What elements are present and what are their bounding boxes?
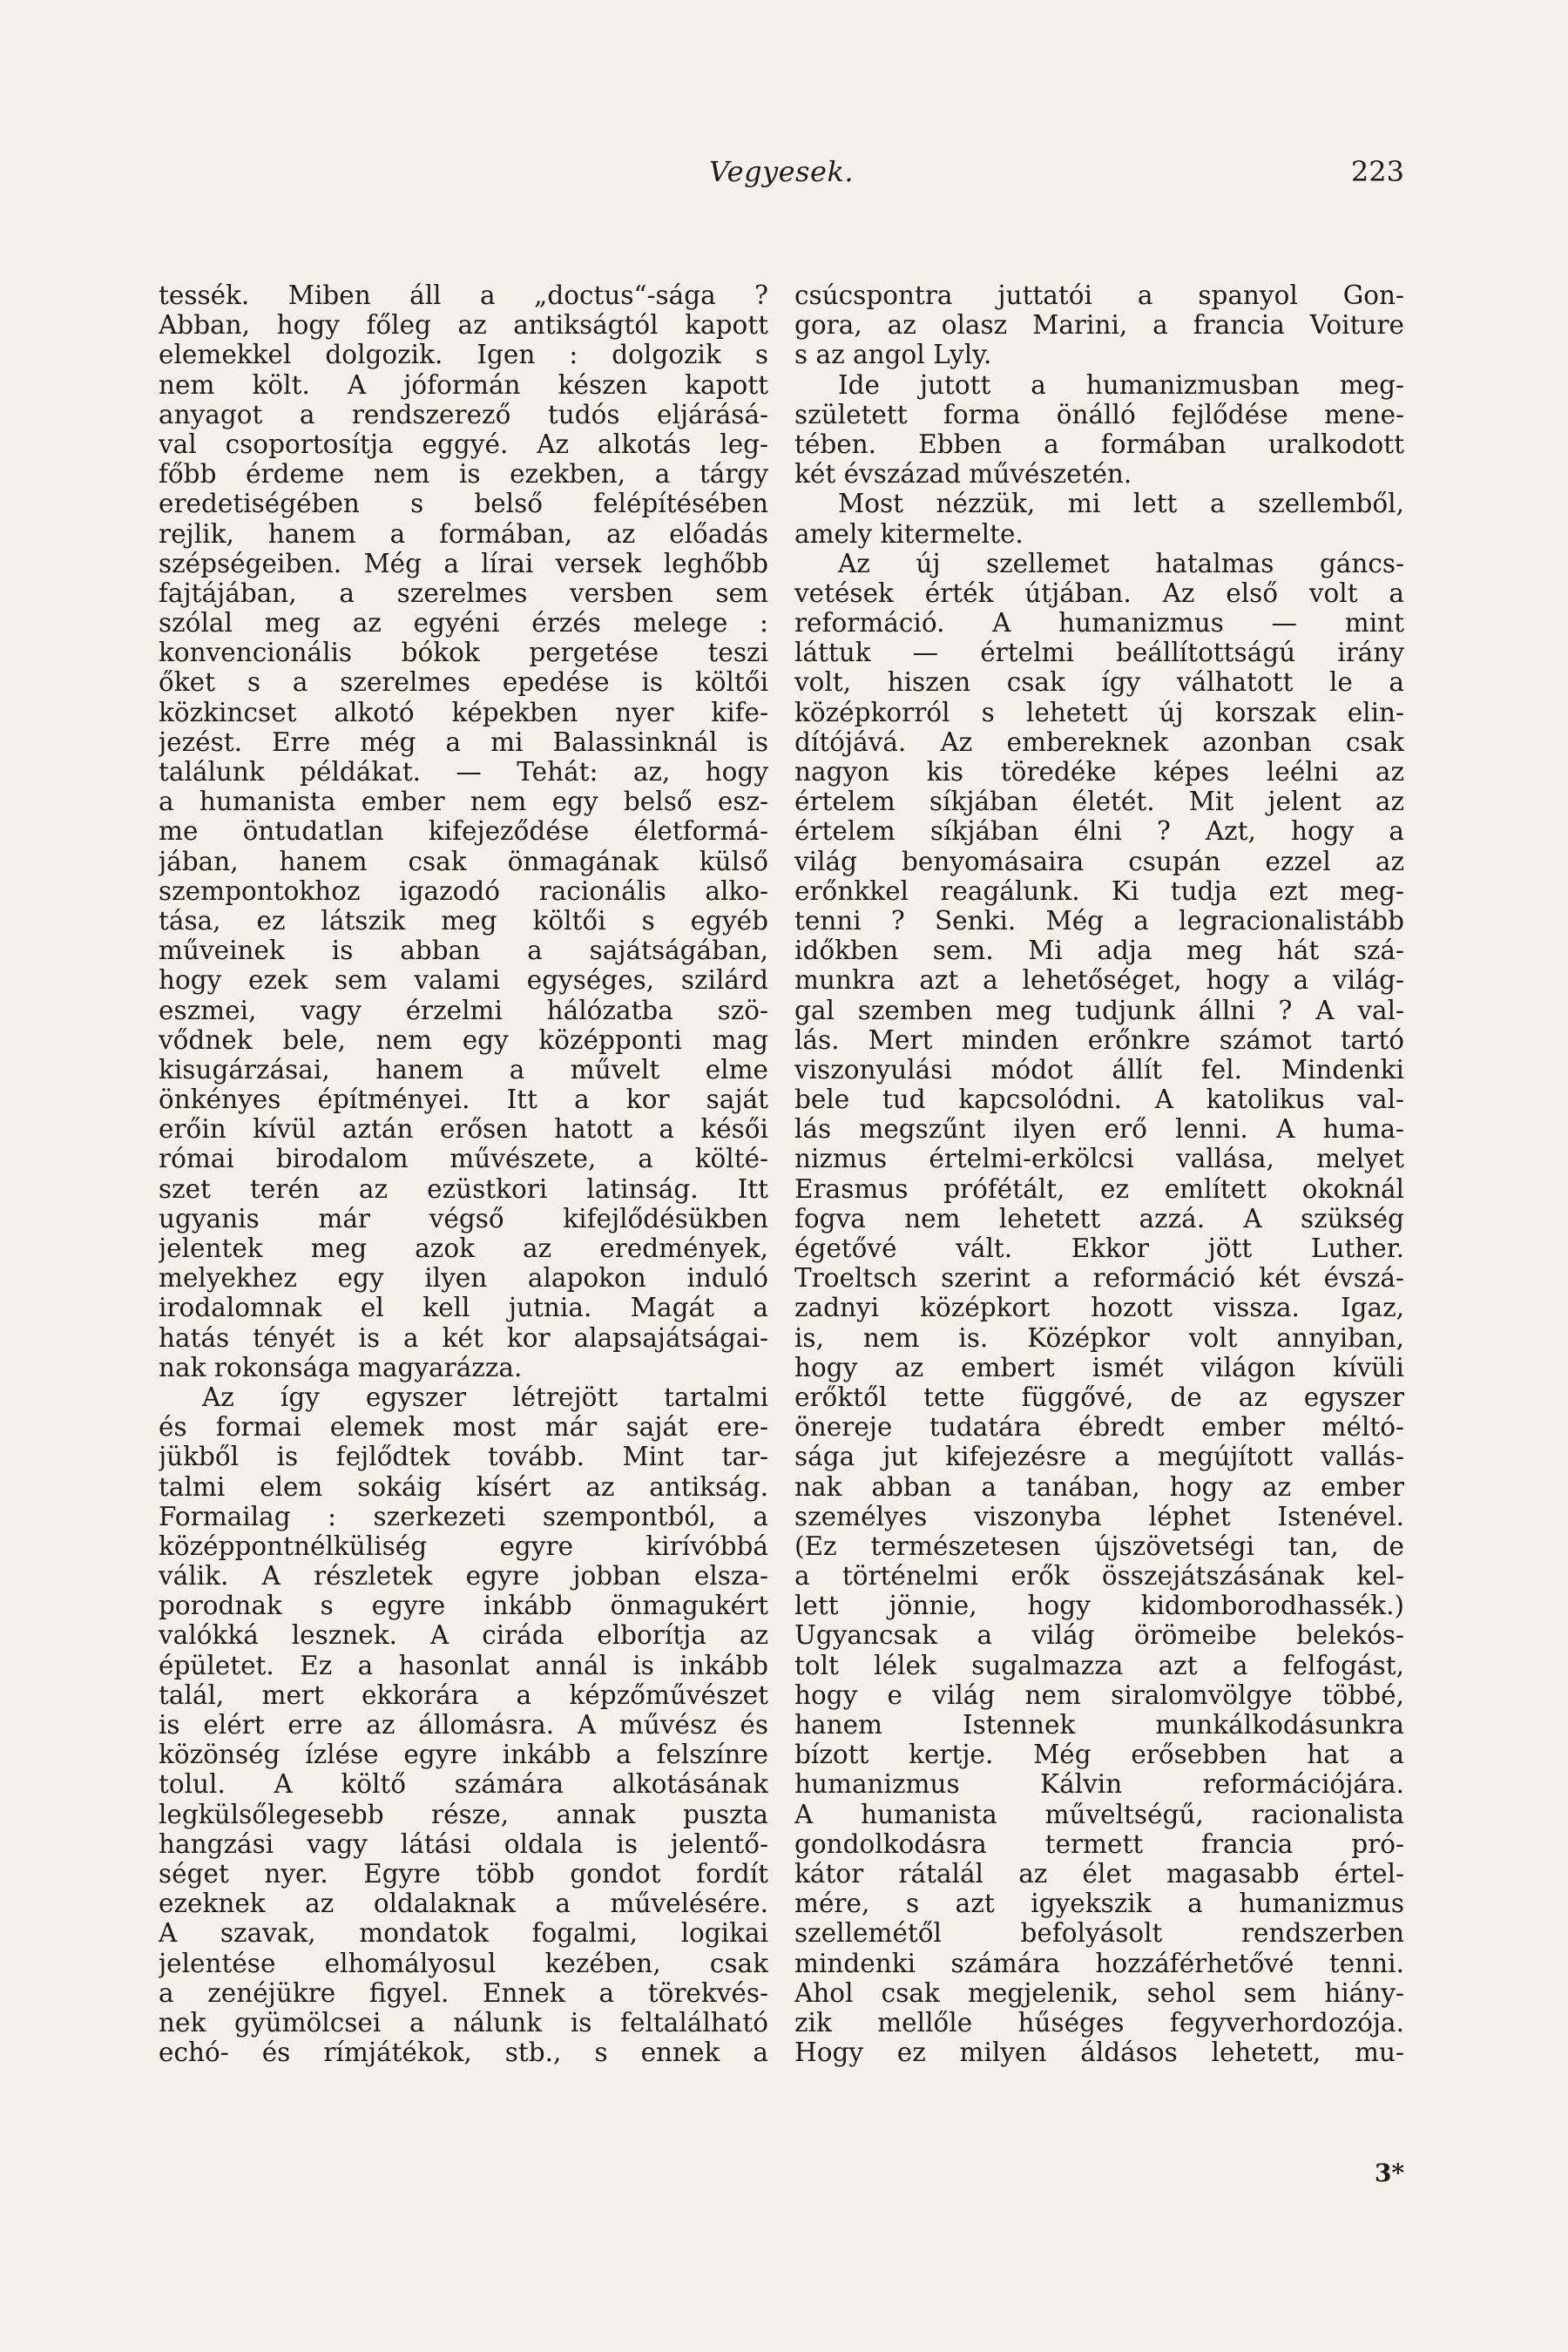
text-line: jezést. Erre még a mi Balassinknál is <box>159 727 768 757</box>
left-text-column <box>159 280 768 2067</box>
text-line: válik. A részletek egyre jobban elsza- <box>159 1561 768 1592</box>
text-line: eredetiségében s belső felépítésében <box>159 489 768 519</box>
text-line: Az új szellemet hatalmas gáncs- <box>838 548 1404 578</box>
text-line: Ahol csak megjelenik, sehol sem hiány- <box>794 1977 1404 2008</box>
text-line: ugyanis már végső kifejlődésükben <box>159 1203 768 1233</box>
text-line: zik mellőle hűséges fegyverhordozója. <box>794 2007 1404 2038</box>
text-line: melyekhez egy ilyen alapokon induló <box>159 1263 768 1294</box>
text-line: tása, ez látszik meg költői s egyéb <box>159 905 768 936</box>
text-line: tolul. A költő számára alkotásának <box>159 1769 768 1800</box>
text-line: égetővé vált. Ekkor jött Luther. <box>794 1233 1404 1263</box>
text-line: (Ez természetesen újszövetségi tan, de <box>794 1531 1404 1561</box>
text-line: tessék. Miben áll a „doctus“-sága ? <box>159 280 768 310</box>
text-line: nak abban a tanában, hogy az ember <box>794 1471 1404 1502</box>
text-line: A szavak, mondatok fogalmi, logikai <box>159 1918 768 1949</box>
text-line: hatás tényét is a két kor alapsajátságai- <box>159 1322 768 1353</box>
text-line: lás megszűnt ilyen erő lenni. A huma- <box>794 1114 1404 1145</box>
text-line: dítójává. Az embereknek azonban csak <box>794 727 1404 757</box>
text-line: lás. Mert minden erőnkre számot tartó <box>794 1024 1404 1055</box>
text-line: jükből is fejlődtek tovább. Mint tar- <box>159 1442 768 1472</box>
text-line: találunk példákat. — Tehát: az, hogy <box>159 757 768 787</box>
text-line: bele tud kapcsolódni. A katolikus val- <box>794 1085 1404 1115</box>
text-line: önereje tudatára ébredt ember méltó- <box>794 1412 1404 1443</box>
text-line: s az angol Lyly. <box>794 340 992 370</box>
text-line: Ugyancsak a világ örömeibe belekós- <box>794 1620 1404 1651</box>
text-line: középkorról s lehetett új korszak elin- <box>794 697 1404 727</box>
text-line: legkülsőlegesebb része, annak puszta <box>159 1799 768 1829</box>
text-line: rejlik, hanem a formában, az előadás <box>159 518 768 549</box>
text-line: me öntudatlan kifejeződése életformá- <box>159 816 768 847</box>
text-line: műveinek is abban a sajátságában, <box>159 936 768 966</box>
text-line: hogy az embert ismét világon kívüli <box>794 1352 1404 1382</box>
text-line: Hogy ez milyen áldásos lehetett, mu- <box>794 2038 1404 2068</box>
text-line: közönség ízlése egyre inkább a felszínre <box>159 1740 768 1770</box>
text-line: talmi elem sokáig kísért az antikság. <box>159 1471 768 1502</box>
text-line: val csoportosítja eggyé. Az alkotás leg- <box>159 429 768 459</box>
text-line: a zenéjükre figyel. Ennek a törekvés- <box>159 1977 768 2008</box>
text-line: nagyon kis töredéke képes leélni az <box>794 757 1404 787</box>
text-line: gondolkodásra termett francia pró- <box>794 1828 1404 1859</box>
text-line: elemekkel dolgozik. Igen : dolgozik s <box>159 340 768 370</box>
text-line: szellemétől befolyásolt rendszerben <box>794 1918 1404 1949</box>
text-line: tében. Ebben a formában uralkodott <box>794 429 1404 459</box>
text-line: kátor rátalál az élet magasabb értel- <box>794 1858 1404 1889</box>
text-line: viszonyulási módot állít fel. Mindenki <box>794 1054 1404 1085</box>
text-line: anyagot a rendszerező tudós eljárásá- <box>159 399 768 429</box>
text-line: Most nézzük, mi lett a szellemből, <box>838 489 1404 519</box>
text-line: is, nem is. Középkor volt annyiban, <box>794 1322 1404 1353</box>
text-line: Ide jutott a humanizmusban meg- <box>838 369 1404 400</box>
text-line: bízott kertje. Még erősebben hat a <box>794 1740 1404 1770</box>
text-line: önkényes építményei. Itt a kor saját <box>159 1085 768 1115</box>
text-line: kisugárzásai, hanem a művelt elme <box>159 1054 768 1085</box>
text-line: értelem síkjában életét. Mit jelent az <box>794 787 1404 817</box>
text-line: időkben sem. Mi adja meg hát szá- <box>794 936 1404 966</box>
text-line: erőktől tette függővé, de az egyszer <box>794 1382 1404 1412</box>
text-line: tenni ? Senki. Még a legracionalistább <box>794 905 1404 936</box>
text-line: mére, s azt igyekszik a humanizmus <box>794 1889 1404 1919</box>
text-line: nak rokonsága magyarázza. <box>159 1352 523 1382</box>
text-line: erőnkkel reagálunk. Ki tudja ezt meg- <box>794 875 1404 906</box>
text-line: A humanista műveltségű, racionalista <box>794 1799 1404 1829</box>
text-line: jelentek meg azok az eredmények, <box>159 1233 768 1263</box>
text-line: vődnek bele, nem egy középponti mag <box>159 1024 768 1055</box>
text-line: volt, hiszen csak így válhatott le a <box>794 667 1404 698</box>
text-line: hogy ezek sem valami egységes, szilárd <box>159 965 768 996</box>
text-line: Abban, hogy főleg az antikságtól kapott <box>159 310 768 341</box>
text-line: konvencionális bókok pergetése teszi <box>159 638 768 668</box>
text-line: fajtájában, a szerelmes versben sem <box>159 578 768 608</box>
text-line: értelem síkjában élni ? Azt, hogy a <box>794 816 1404 847</box>
text-line: erőin kívül aztán erősen hatott a késői <box>159 1114 768 1145</box>
text-line: gal szemben meg tudjunk állni ? A val- <box>794 995 1404 1025</box>
text-line: római birodalom művészete, a költé- <box>159 1144 768 1174</box>
running-head <box>159 155 1404 199</box>
text-line: reformáció. A humanizmus — mint <box>794 608 1404 639</box>
text-line: irodalomnak el kell jutnia. Magát a <box>159 1293 768 1323</box>
text-line: lett jönnie, hogy kidomborodhassék.) <box>794 1591 1404 1621</box>
text-line: tolt lélek sugalmazza azt a felfogást, <box>794 1650 1404 1680</box>
text-line: eszmei, vagy érzelmi hálózatba szö- <box>159 995 768 1025</box>
text-line: zadnyi középkort hozott vissza. Igaz, <box>794 1293 1404 1323</box>
text-line: valókká lesznek. A ciráda elborítja az <box>159 1620 768 1651</box>
text-line: is elért erre az állomásra. A művész és <box>159 1710 768 1740</box>
text-line: hogy e világ nem siralomvölgye többé, <box>794 1680 1404 1710</box>
text-line: porodnak s egyre inkább önmagukért <box>159 1591 768 1621</box>
text-line: echó- és rímjátékok, stb., s ennek a <box>159 2038 768 2068</box>
text-line: a humanista ember nem egy belső esz- <box>159 787 768 817</box>
text-line: mindenki számára hozzáférhetővé tenni. <box>794 1948 1404 1978</box>
text-line: sága jut kifejezésre a megújított vallás- <box>794 1442 1404 1472</box>
text-line: Erasmus prófétált, ez említett okoknál <box>794 1173 1404 1204</box>
text-line: jelentése elhomályosul kezében, csak <box>159 1948 768 1978</box>
text-line: vetések érték útjában. Az első volt a <box>794 578 1404 608</box>
text-line: csúcspontra juttatói a spanyol Gon- <box>794 280 1404 310</box>
text-line: született forma önálló fejlődése mene- <box>794 399 1404 429</box>
text-line: jában, hanem csak önmagának külső <box>159 846 768 876</box>
text-line: a történelmi erők összejátszásának kel- <box>794 1561 1404 1592</box>
text-line: humanizmus Kálvin reformációjára. <box>794 1769 1404 1800</box>
text-line: amely kitermelte. <box>794 518 1024 549</box>
text-line: nek gyümölcsei a nálunk is feltalálható <box>159 2007 768 2038</box>
text-line: talál, mert ekkorára a képzőművészet <box>159 1680 768 1710</box>
text-line: közkincset alkotó képekben nyer kife- <box>159 697 768 727</box>
text-line: szet terén az ezüstkori latinság. Itt <box>159 1173 768 1204</box>
text-line: Troeltsch szerint a reformáció két évszá- <box>794 1263 1404 1294</box>
text-line: főbb érdeme nem is ezekben, a tárgy <box>159 459 768 490</box>
text-line: őket s a szerelmes epedése is költői <box>159 667 768 698</box>
text-line: középpontnélküliség egyre kirívóbbá <box>159 1531 768 1561</box>
text-line: ezeknek az oldalaknak a művelésére. <box>159 1889 768 1919</box>
text-line: és formai elemek most már saját ere- <box>159 1412 768 1443</box>
text-line: szépségeiben. Még a lírai versek leghőbb <box>159 548 768 578</box>
right-text-column <box>794 280 1404 2067</box>
text-line: fogva nem lehetett azzá. A szükség <box>794 1203 1404 1233</box>
text-line: séget nyer. Egyre több gondot fordít <box>159 1858 768 1889</box>
text-line: hanem Istennek munkálkodásunkra <box>794 1710 1404 1740</box>
running-title: Vegyesek. <box>708 155 855 188</box>
text-line: épületet. Ez a hasonlat annál is inkább <box>159 1650 768 1680</box>
text-line: nizmus értelmi-erkölcsi vallása, melyet <box>794 1144 1404 1174</box>
text-line: személyes viszonyba léphet Istenével. <box>794 1501 1404 1531</box>
text-line: láttuk — értelmi beállítottságú irány <box>794 638 1404 668</box>
text-line: hangzási vagy látási oldala is jelentő- <box>159 1828 768 1859</box>
text-line: szólal meg az egyéni érzés melege : <box>159 608 768 639</box>
text-line: világ benyomásaira csupán ezzel az <box>794 846 1404 876</box>
text-line: munkra azt a lehetőséget, hogy a világ- <box>794 965 1404 996</box>
text-line: nem költ. A jóformán készen kapott <box>159 369 768 400</box>
text-line: Az így egyszer létrejött tartalmi <box>202 1382 768 1412</box>
printer-signature-mark: 3* <box>1375 2159 1405 2187</box>
page-number: 223 <box>1350 155 1404 188</box>
text-line: Formailag : szerkezeti szempontból, a <box>159 1501 768 1531</box>
text-line: két évszázad művészetén. <box>794 459 1132 490</box>
text-line: gora, az olasz Marini, a francia Voiture <box>794 310 1404 341</box>
text-line: szempontokhoz igazodó racionális alko- <box>159 875 768 906</box>
